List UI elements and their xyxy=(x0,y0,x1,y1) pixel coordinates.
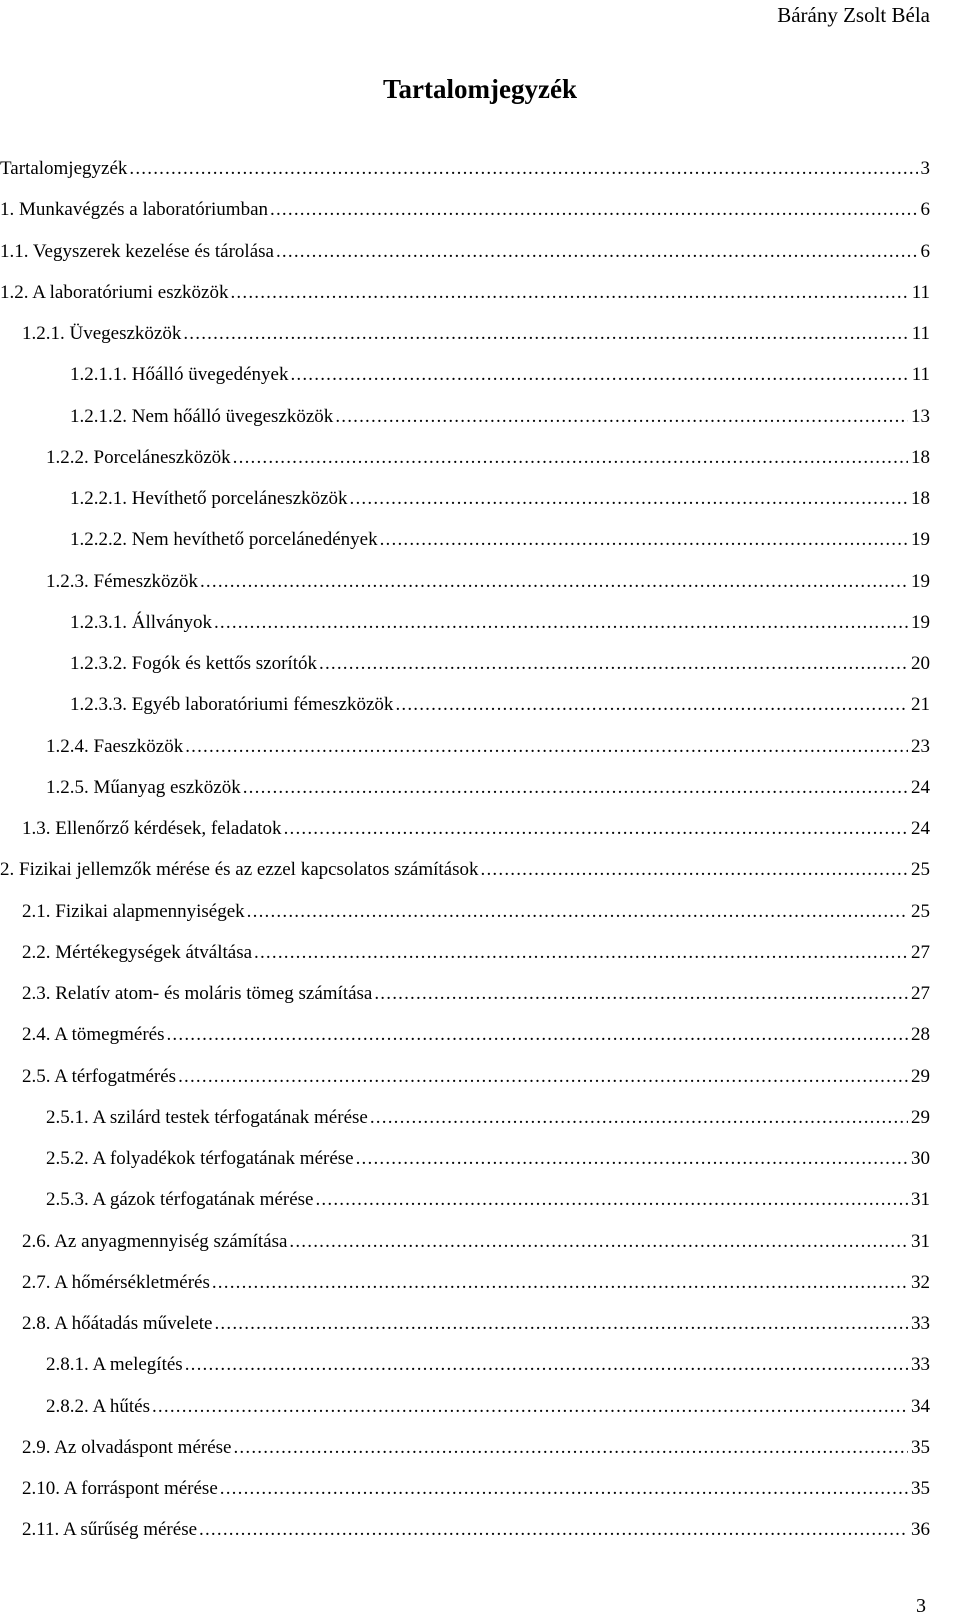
toc-entry xyxy=(0,891,960,932)
toc-entry-page: 6 xyxy=(918,231,931,272)
toc-entry-page: 24 xyxy=(908,808,930,849)
toc-entry-label: 1. Munkavégzés a laboratóriumban xyxy=(0,189,270,230)
toc-entry-page: 20 xyxy=(908,643,930,684)
toc-entry-label: 2.6. Az anyagmennyiség számítása xyxy=(22,1221,289,1262)
toc-link[interactable] xyxy=(70,354,930,395)
toc-dot-leader xyxy=(254,932,908,973)
toc-entry-label: 2.5. A térfogatmérés xyxy=(22,1056,178,1097)
toc-entry-label: 1.2.2. Porceláneszközök xyxy=(46,437,233,478)
toc-entry xyxy=(0,396,960,437)
toc-entry-page: 18 xyxy=(908,478,930,519)
toc-link[interactable] xyxy=(22,1221,930,1262)
toc-entry xyxy=(0,478,960,519)
toc-entry-label: Tartalomjegyzék xyxy=(0,148,129,189)
toc-entry-label: 1.2. A laboratóriumi eszközök xyxy=(0,272,230,313)
toc-link[interactable] xyxy=(46,767,930,808)
toc-link[interactable] xyxy=(46,726,930,767)
toc-entry-page: 35 xyxy=(908,1468,930,1509)
toc-entry-label: 2.5.3. A gázok térfogatának mérése xyxy=(46,1179,315,1220)
toc-entry xyxy=(0,1303,960,1344)
running-header-author: Bárány Zsolt Béla xyxy=(777,3,930,27)
toc-entry-label: 1.2.1. Üvegeszközök xyxy=(22,313,183,354)
toc-entry-page: 34 xyxy=(908,1386,930,1427)
page-title: Tartalomjegyzék xyxy=(383,74,577,104)
toc-entry xyxy=(0,437,960,478)
toc-dot-leader xyxy=(380,519,908,560)
toc-link[interactable] xyxy=(0,189,930,230)
toc-entry-page: 18 xyxy=(908,437,930,478)
toc-entry xyxy=(0,1427,960,1468)
toc-entry-page: 36 xyxy=(908,1509,930,1550)
toc-entry-label: 2.7. A hőmérsékletmérés xyxy=(22,1262,212,1303)
toc-dot-leader xyxy=(395,684,908,725)
toc-link[interactable] xyxy=(0,231,930,272)
toc-entry xyxy=(0,767,960,808)
toc-dot-leader xyxy=(185,726,908,767)
toc-entry-label: 2.2. Mértékegységek átváltása xyxy=(22,932,254,973)
toc-entry xyxy=(0,561,960,602)
toc-dot-leader xyxy=(270,189,917,230)
toc-entry-page: 27 xyxy=(908,932,930,973)
toc-link[interactable] xyxy=(22,313,930,354)
toc-entry-page: 24 xyxy=(908,767,930,808)
toc-entry xyxy=(0,602,960,643)
toc-entry xyxy=(0,313,960,354)
toc-link[interactable] xyxy=(22,1427,930,1468)
toc-dot-leader xyxy=(129,148,917,189)
toc-entry xyxy=(0,1056,960,1097)
toc-link[interactable] xyxy=(0,849,930,890)
toc-dot-leader xyxy=(230,272,908,313)
toc-dot-leader xyxy=(481,849,908,890)
toc-entry-page: 6 xyxy=(918,189,931,230)
toc-entry xyxy=(0,808,960,849)
toc-dot-leader xyxy=(284,808,908,849)
toc-entry xyxy=(0,726,960,767)
toc-dot-leader xyxy=(315,1179,908,1220)
toc-entry-page: 25 xyxy=(908,891,930,932)
toc-entry-label: 1.2.2.1. Hevíthető porceláneszközök xyxy=(70,478,350,519)
table-of-contents xyxy=(0,148,960,1551)
toc-link[interactable] xyxy=(46,1138,930,1179)
toc-entry-label: 2.4. A tömegmérés xyxy=(22,1014,166,1055)
toc-link[interactable] xyxy=(46,1097,930,1138)
toc-entry xyxy=(0,1221,960,1262)
toc-entry-page: 32 xyxy=(908,1262,930,1303)
toc-entry-page: 11 xyxy=(909,313,930,354)
toc-entry xyxy=(0,1386,960,1427)
toc-entry-page: 31 xyxy=(908,1179,930,1220)
toc-entry-label: 1.2.3. Fémeszközök xyxy=(46,561,200,602)
toc-dot-leader xyxy=(185,1344,908,1385)
toc-entry-label: 2.9. Az olvadáspont mérése xyxy=(22,1427,233,1468)
toc-entry-label: 1.2.2.2. Nem hevíthető porcelánedények xyxy=(70,519,380,560)
toc-entry-label: 1.3. Ellenőrző kérdések, feladatok xyxy=(22,808,284,849)
toc-dot-leader xyxy=(212,1262,908,1303)
toc-link[interactable] xyxy=(22,1468,930,1509)
toc-entry-label: 1.1. Vegyszerek kezelése és tárolása xyxy=(0,231,276,272)
toc-entry-label: 2.3. Relatív atom- és moláris tömeg számítása xyxy=(22,973,374,1014)
toc-entry-page: 23 xyxy=(908,726,930,767)
toc-entry xyxy=(0,1179,960,1220)
toc-entry-page: 29 xyxy=(908,1056,930,1097)
toc-dot-leader xyxy=(199,1509,908,1550)
toc-entry-label: 2.5.2. A folyadékok térfogatának mérése xyxy=(46,1138,356,1179)
toc-dot-leader xyxy=(335,396,908,437)
toc-entry xyxy=(0,519,960,560)
toc-entry-page: 30 xyxy=(908,1138,930,1179)
toc-dot-leader xyxy=(166,1014,908,1055)
toc-dot-leader xyxy=(370,1097,908,1138)
toc-entry-page: 19 xyxy=(908,561,930,602)
toc-link[interactable] xyxy=(70,396,930,437)
toc-dot-leader xyxy=(243,767,908,808)
toc-link[interactable] xyxy=(22,1056,930,1097)
toc-entry-label: 2.5.1. A szilárd testek térfogatának mérése xyxy=(46,1097,370,1138)
toc-entry xyxy=(0,231,960,272)
toc-entry-page: 11 xyxy=(909,354,930,395)
toc-entry-label: 1.2.1.2. Nem hőálló üvegeszközök xyxy=(70,396,335,437)
toc-entry-page: 13 xyxy=(908,396,930,437)
toc-link[interactable] xyxy=(70,602,930,643)
toc-entry xyxy=(0,1014,960,1055)
toc-entry xyxy=(0,148,960,189)
toc-dot-leader xyxy=(220,1468,908,1509)
toc-entry-label: 1.2.3.3. Egyéb laboratóriumi fémeszközök xyxy=(70,684,395,725)
toc-entry-label: 1.2.1.1. Hőálló üvegedények xyxy=(70,354,290,395)
toc-dot-leader xyxy=(350,478,908,519)
toc-link[interactable] xyxy=(0,148,930,189)
toc-entry-page: 3 xyxy=(918,148,931,189)
toc-link[interactable] xyxy=(22,1303,930,1344)
toc-link[interactable] xyxy=(22,1262,930,1303)
toc-entry-page: 33 xyxy=(908,1344,930,1385)
toc-link[interactable] xyxy=(22,932,930,973)
toc-dot-leader xyxy=(276,231,918,272)
toc-entry xyxy=(0,354,960,395)
toc-entry-label: 1.2.4. Faeszközök xyxy=(46,726,185,767)
toc-link[interactable] xyxy=(0,272,930,313)
toc-dot-leader xyxy=(374,973,908,1014)
toc-dot-leader xyxy=(233,1427,908,1468)
toc-entry-label: 1.2.3.2. Fogók és kettős szorítók xyxy=(70,643,319,684)
toc-entry xyxy=(0,1138,960,1179)
toc-entry-page: 31 xyxy=(908,1221,930,1262)
toc-entry-label: 2.1. Fizikai alapmennyiségek xyxy=(22,891,247,932)
toc-entry-page: 28 xyxy=(908,1014,930,1055)
toc-entry xyxy=(0,849,960,890)
toc-entry xyxy=(0,1097,960,1138)
toc-entry-page: 11 xyxy=(909,272,930,313)
toc-entry xyxy=(0,1262,960,1303)
toc-link[interactable] xyxy=(70,478,930,519)
toc-dot-leader xyxy=(319,643,908,684)
toc-link[interactable] xyxy=(46,1344,930,1385)
toc-link[interactable] xyxy=(46,437,930,478)
toc-link[interactable] xyxy=(22,1509,930,1550)
toc-entry-label: 1.2.5. Műanyag eszközök xyxy=(46,767,243,808)
toc-entry-page: 35 xyxy=(908,1427,930,1468)
toc-dot-leader xyxy=(233,437,908,478)
page-number: 3 xyxy=(916,1595,926,1617)
toc-link[interactable] xyxy=(22,891,930,932)
toc-dot-leader xyxy=(214,1303,908,1344)
toc-link[interactable] xyxy=(46,1386,930,1427)
toc-entry-label: 1.2.3.1. Állványok xyxy=(70,602,214,643)
toc-entry xyxy=(0,272,960,313)
toc-entry xyxy=(0,1509,960,1550)
toc-link[interactable] xyxy=(22,1014,930,1055)
toc-link[interactable] xyxy=(22,808,930,849)
toc-link[interactable] xyxy=(22,973,930,1014)
toc-dot-leader xyxy=(290,354,908,395)
toc-entry-page: 21 xyxy=(908,684,930,725)
toc-entry-label: 2. Fizikai jellemzők mérése és az ezzel kapcsolatos számítások xyxy=(0,849,481,890)
toc-entry xyxy=(0,1344,960,1385)
toc-entry-page: 29 xyxy=(908,1097,930,1138)
toc-entry-page: 33 xyxy=(908,1303,930,1344)
toc-entry xyxy=(0,643,960,684)
toc-entry-page: 19 xyxy=(908,602,930,643)
toc-entry xyxy=(0,684,960,725)
toc-link[interactable] xyxy=(70,684,930,725)
toc-entry-label: 2.10. A forráspont mérése xyxy=(22,1468,220,1509)
toc-dot-leader xyxy=(247,891,908,932)
toc-entry-label: 2.8.1. A melegítés xyxy=(46,1344,185,1385)
toc-entry-label: 2.8. A hőátadás művelete xyxy=(22,1303,214,1344)
toc-entry xyxy=(0,932,960,973)
toc-entry-label: 2.8.2. A hűtés xyxy=(46,1386,152,1427)
toc-entry-page: 27 xyxy=(908,973,930,1014)
toc-entry xyxy=(0,1468,960,1509)
toc-dot-leader xyxy=(214,602,908,643)
toc-entry-page: 25 xyxy=(908,849,930,890)
toc-dot-leader xyxy=(200,561,908,602)
toc-link[interactable] xyxy=(70,643,930,684)
toc-dot-leader xyxy=(289,1221,908,1262)
toc-entry xyxy=(0,973,960,1014)
toc-link[interactable] xyxy=(46,1179,930,1220)
toc-dot-leader xyxy=(183,313,908,354)
toc-dot-leader xyxy=(356,1138,908,1179)
toc-link[interactable] xyxy=(70,519,930,560)
toc-entry xyxy=(0,189,960,230)
toc-link[interactable] xyxy=(46,561,930,602)
toc-entry-page: 19 xyxy=(908,519,930,560)
toc-entry-label: 2.11. A sűrűség mérése xyxy=(22,1509,199,1550)
toc-dot-leader xyxy=(178,1056,908,1097)
toc-dot-leader xyxy=(152,1386,908,1427)
